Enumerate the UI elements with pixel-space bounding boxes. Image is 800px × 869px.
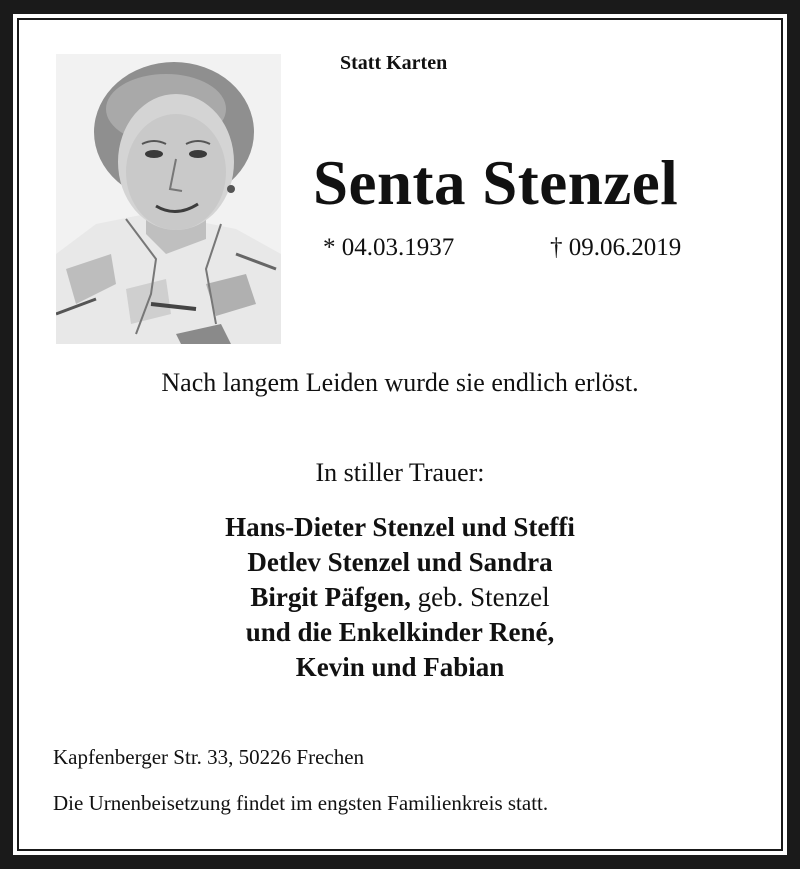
mourner-name: Hans-Dieter Stenzel und Steffi	[225, 512, 575, 542]
memorial-quote: Nach langem Leiden wurde sie endlich erlöst.	[161, 368, 639, 397]
header-note: Statt Karten	[340, 52, 448, 74]
mourner-name: Birgit Päfgen,	[250, 582, 411, 612]
mourner-line	[13, 545, 787, 580]
mourner-line	[13, 650, 787, 685]
mourners-list	[13, 510, 787, 685]
mourner-line	[13, 580, 787, 615]
portrait-photo	[56, 54, 281, 344]
mourner-line	[13, 615, 787, 650]
birth-date: * 04.03.1937	[323, 234, 455, 261]
mourner-name: und die Enkelkinder René,	[245, 617, 555, 647]
family-address: Kapfenberger Str. 33, 50226 Frechen	[53, 745, 365, 769]
burial-note: Die Urnenbeisetzung findet im engsten Familienkreis statt.	[53, 791, 549, 815]
deceased-name: Senta Stenzel	[313, 148, 679, 218]
death-date: † 09.06.2019	[550, 234, 682, 261]
mourner-line	[13, 510, 787, 545]
mourning-intro: In stiller Trauer:	[315, 458, 485, 487]
obituary-notice	[13, 14, 787, 855]
maiden-name-note: geb. Stenzel	[410, 582, 550, 612]
mourner-name: Detlev Stenzel und Sandra	[247, 547, 553, 577]
portrait-image	[56, 54, 281, 344]
mourner-name: Kevin und Fabian	[295, 652, 505, 682]
